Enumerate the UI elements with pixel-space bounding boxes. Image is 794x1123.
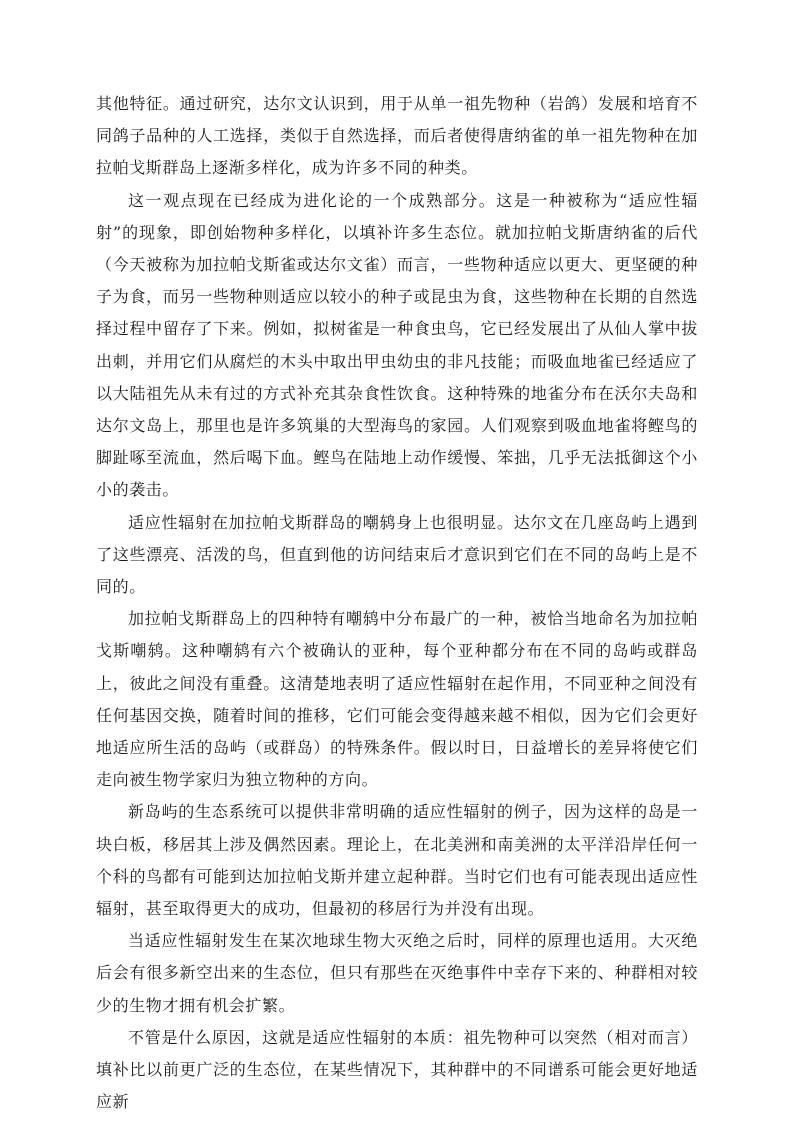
paragraph: 这一观点现在已经成为进化论的一个成熟部分。这是一种被称为“适应性辐射”的现象，即创始物种多样化，以填补许多生态位。就加拉帕戈斯唐纳雀的后代（今天被称为加拉帕戈斯雀或达尔文雀）而言，一些物种适应以更大、更坚硬的种子为食，而另一些物种则适应以较小的种子或昆虫为食，这些物种在长期的自然选择过程中留存了下来。例如，拟树雀是一种食虫鸟，它已经发展出了从仙人掌中拔出刺，并用它们从腐烂的木头中取出甲虫幼虫的非凡技能；而吸血地雀已经适应了以大陆祖先从未有过的方式补充其杂食性饮食。这种特殊的地雀分布在沃尔夫岛和达尔文岛上，那里也是许多筑巢的大型海鸟的家园。人们观察到吸血地雀将鲣鸟的脚趾啄至流血，然后喝下血。鲣鸟在陆地上动作缓慢、笨拙，几乎无法抵御这个小小的袭击。 [96, 190, 698, 500]
paragraph: 其他特征。通过研究，达尔文认识到，用于从单一祖先物种（岩鸽）发展和培育不同鸽子品种的人工选择，类似于自然选择，而后者使得唐纳雀的单一祖先物种在加拉帕戈斯群岛上逐渐多样化，成为许多不同的种类。 [96, 94, 698, 178]
document-page [96, 88, 698, 1119]
paragraph: 适应性辐射在加拉帕戈斯群岛的嘲鸫身上也很明显。达尔文在几座岛屿上遇到了这些漂亮、活泼的鸟，但直到他的访问结束后才意识到它们在不同的岛屿上是不同的。 [96, 512, 698, 597]
paragraph: 当适应性辐射发生在某次地球生物大灭绝之后时，同样的原理也适用。大灭绝后会有很多新空出来的生态位，但只有那些在灭绝事件中幸存下来的、种群相对较少的生物才拥有机会扩繁。 [96, 931, 698, 1015]
paragraph: 不管是什么原因，这就是适应性辐射的本质：祖先物种可以突然（相对而言）填补比以前更广泛的生态位，在某些情况下，其种群中的不同谱系可能会更好地适应新 [96, 1027, 698, 1112]
paragraph: 新岛屿的生态系统可以提供非常明确的适应性辐射的例子，因为这样的岛是一块白板，移居其上涉及偶然因素。理论上，在北美洲和南美洲的太平洋沿岸任何一个科的鸟都有可能到达加拉帕戈斯并建立起种群。当时它们也有可能表现出适应性辐射，甚至取得更大的成功，但最初的移居行为并没有出现。 [96, 802, 698, 919]
paragraph: 加拉帕戈斯群岛上的四种特有嘲鸫中分布最广的一种，被恰当地命名为加拉帕戈斯嘲鸫。这种嘲鸫有六个被确认的亚种，每个亚种都分布在不同的岛屿或群岛上，彼此之间没有重叠。这清楚地表明了适应性辐射在起作用，不同亚种之间没有任何基因交换，随着时间的推移，它们可能会变得越来越不相似，因为它们会更好地适应所生活的岛屿（或群岛）的特殊条件。假以时日，日益增长的差异将使它们走向被生物学家归为独立物种的方向。 [96, 609, 698, 790]
